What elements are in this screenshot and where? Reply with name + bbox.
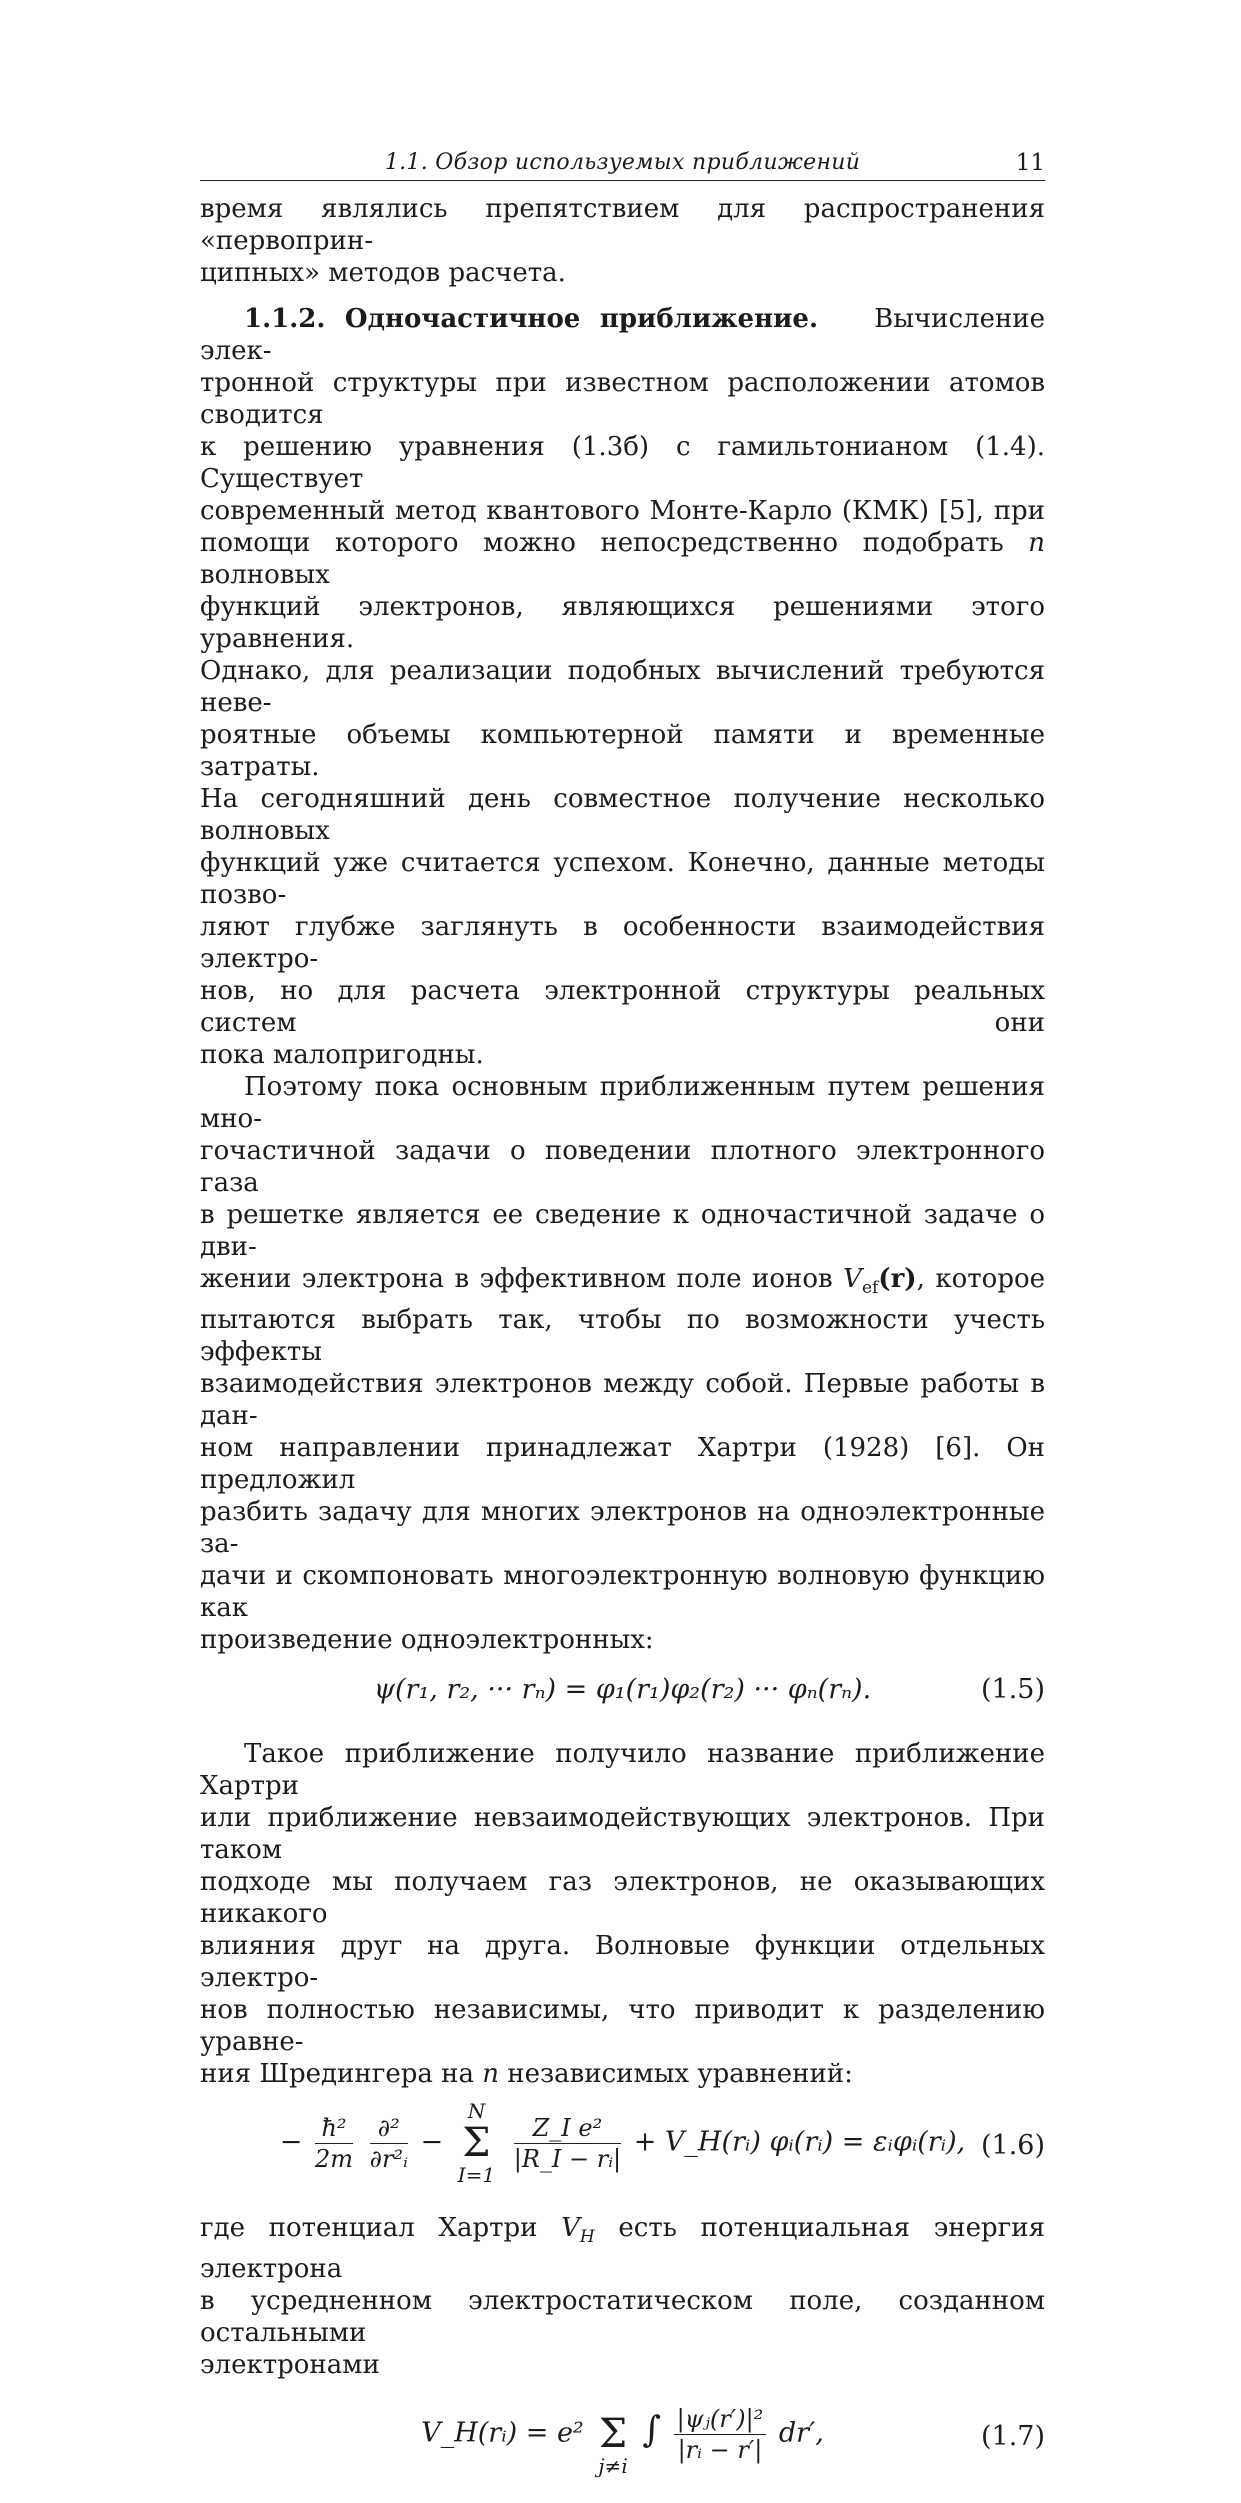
text-line: Поэтому пока основным приближенным путем решения мно-: [200, 1072, 1045, 1134]
sum-operator: N Σ I=1: [457, 2099, 496, 2188]
text-line: подходе мы получаем газ электронов, не оказывающих никакого: [200, 1867, 1045, 1930]
text-fragment: есть потенциальная энергия электрона: [200, 2213, 1046, 2285]
text-fragment: волновых: [200, 560, 330, 590]
text-line: дачи и скомпоновать многоэлектронную волновую функцию как: [200, 1561, 1045, 1624]
math-vh: $V_H$: [561, 2213, 595, 2248]
text-fragment: независимых уравнений:: [507, 2059, 853, 2090]
equation-1-6: [200, 2100, 1045, 2200]
text-line: ляют глубже заглянуть в особенности взаимодействия электро-: [200, 912, 1045, 974]
text-line: современный метод квантового Монте-Карло (КМК) [5], при: [200, 496, 1045, 526]
text-line: пытаются выбрать так, чтобы по возможности учесть эффекты: [200, 1305, 1045, 1368]
equation-number: (1.7): [980, 2421, 1045, 2453]
text-line: время являлись препятствием для распространения «первоприн-: [200, 194, 1045, 256]
equation-tail: dr′,: [778, 2417, 824, 2449]
fraction-coulomb: $\frac{\text{Z\_I e²}}{\text{|R\_I − rᵢ|}}$: [513, 2113, 622, 2173]
fraction-density: $\frac{\text{|ψⱼ(r′)|²}}{\text{|rᵢ − r′|}}$: [674, 2404, 767, 2465]
equation-body: ψ(r₁, r₂, ··· rₙ) = φ₁(r₁)φ₂(r₂) ··· φₙ(rₙ).: [373, 1674, 872, 1706]
text-line: На сегодняшний день совместное получение несколько волновых: [200, 784, 1045, 846]
text-line: в усредненном электростатическом поле, созданном остальными: [200, 2286, 1045, 2349]
text-line: взаимодействия электронов между собой. Первые работы в дан-: [200, 1369, 1045, 1432]
section-heading: 1.1.2. Одночастичное приближение.: [244, 304, 818, 334]
text-line: в решетке является ее сведение к одночастичной задаче о дви-: [200, 1200, 1045, 1262]
text-fragment: Вычисление элек-: [200, 304, 1045, 366]
body-text: [200, 193, 1045, 2491]
math-n: n: [1028, 528, 1045, 558]
equation-1-7: [200, 2391, 1045, 2491]
equation-rest: + V_H(rᵢ) φᵢ(rᵢ) = εᵢφᵢ(rᵢ),: [633, 2126, 966, 2158]
equation-number: (1.5): [980, 1674, 1045, 1706]
text-line: гочастичной задачи о поведении плотного электронного газа: [200, 1136, 1045, 1198]
text-fragment: ния Шредингера на: [200, 2059, 474, 2090]
math-vef: $V_{ef}(r)$: [843, 1264, 917, 1299]
text-line: тронной структуры при известном расположении атомов сводится: [200, 368, 1045, 430]
section-heading-line: [200, 303, 1045, 367]
minus-sign: −: [279, 2126, 303, 2158]
text-line: функций электронов, являющихся решениями этого уравнения.: [200, 592, 1045, 654]
text-line: разбить задачу для многих электронов на одноэлектронные за-: [200, 1497, 1045, 1560]
minus-sign: −: [420, 2126, 444, 2158]
equation-body: [200, 2391, 1045, 2477]
page: [200, 140, 1045, 2503]
text-line: [200, 527, 1045, 591]
running-title: 1.1. Обзор используемых приближений: [384, 150, 861, 175]
text-fragment: жении электрона в эффективном поле ионов: [200, 1264, 833, 1294]
text-line: [200, 2058, 1045, 2090]
text-line: произведение одноэлектронных:: [200, 1625, 654, 1656]
integral-sign: ∫: [642, 2409, 662, 2451]
text-fragment: , которое: [916, 1264, 1046, 1294]
text-line: пока малопригодны.: [200, 1040, 484, 1070]
text-line: к решению уравнения (1.3б) с гамильтонианом (1.4). Существует: [200, 432, 1045, 494]
equation-number: (1.6): [980, 2130, 1045, 2162]
text-line: [200, 1263, 1045, 1304]
fraction-derivative: $\frac{\text{∂²}}{\text{∂r²ᵢ}}$: [369, 2113, 408, 2173]
text-line: ном направлении принадлежат Хартри (1928) [6]. Он предложил: [200, 1433, 1045, 1496]
text-line: Однако, для реализации подобных вычислений требуются неве-: [200, 656, 1045, 718]
text-line: или приближение невзаимодействующих электронов. При таком: [200, 1803, 1045, 1866]
text-fragment: где потенциал Хартри: [200, 2213, 538, 2244]
page-number: 11: [1015, 150, 1045, 176]
text-line: функций уже считается успехом. Конечно, данные методы позво-: [200, 848, 1045, 910]
fraction-hbar: $\frac{\text{ħ²}}{2m}$: [314, 2113, 353, 2173]
text-line: влияния друг на друга. Волновые функции отдельных электро-: [200, 1931, 1045, 1994]
text-line: нов полностью независимы, что приводит к разделению уравне-: [200, 1995, 1045, 2058]
running-header: [200, 140, 1045, 181]
text-line: электронами: [200, 2350, 380, 2381]
text-line: [200, 2212, 1045, 2285]
text-line: ципных» методов расчета.: [200, 258, 566, 288]
text-line: роятные объемы компьютерной памяти и временные затраты.: [200, 720, 1045, 782]
equation-body: [200, 2100, 1045, 2186]
sum-operator: Σ j≠i: [598, 2411, 628, 2479]
text-fragment: помощи которого можно непосредственно подобрать: [200, 528, 1004, 558]
equation-1-5: [200, 1666, 1045, 1726]
text-line: нов, но для расчета электронной структуры реальных систем они: [200, 976, 1045, 1038]
math-n: n: [482, 2059, 499, 2090]
text-line: Такое приближение получило название приближение Хартри: [200, 1739, 1045, 1802]
equation-lhs: V_H(rᵢ) = e²: [421, 2417, 584, 2449]
